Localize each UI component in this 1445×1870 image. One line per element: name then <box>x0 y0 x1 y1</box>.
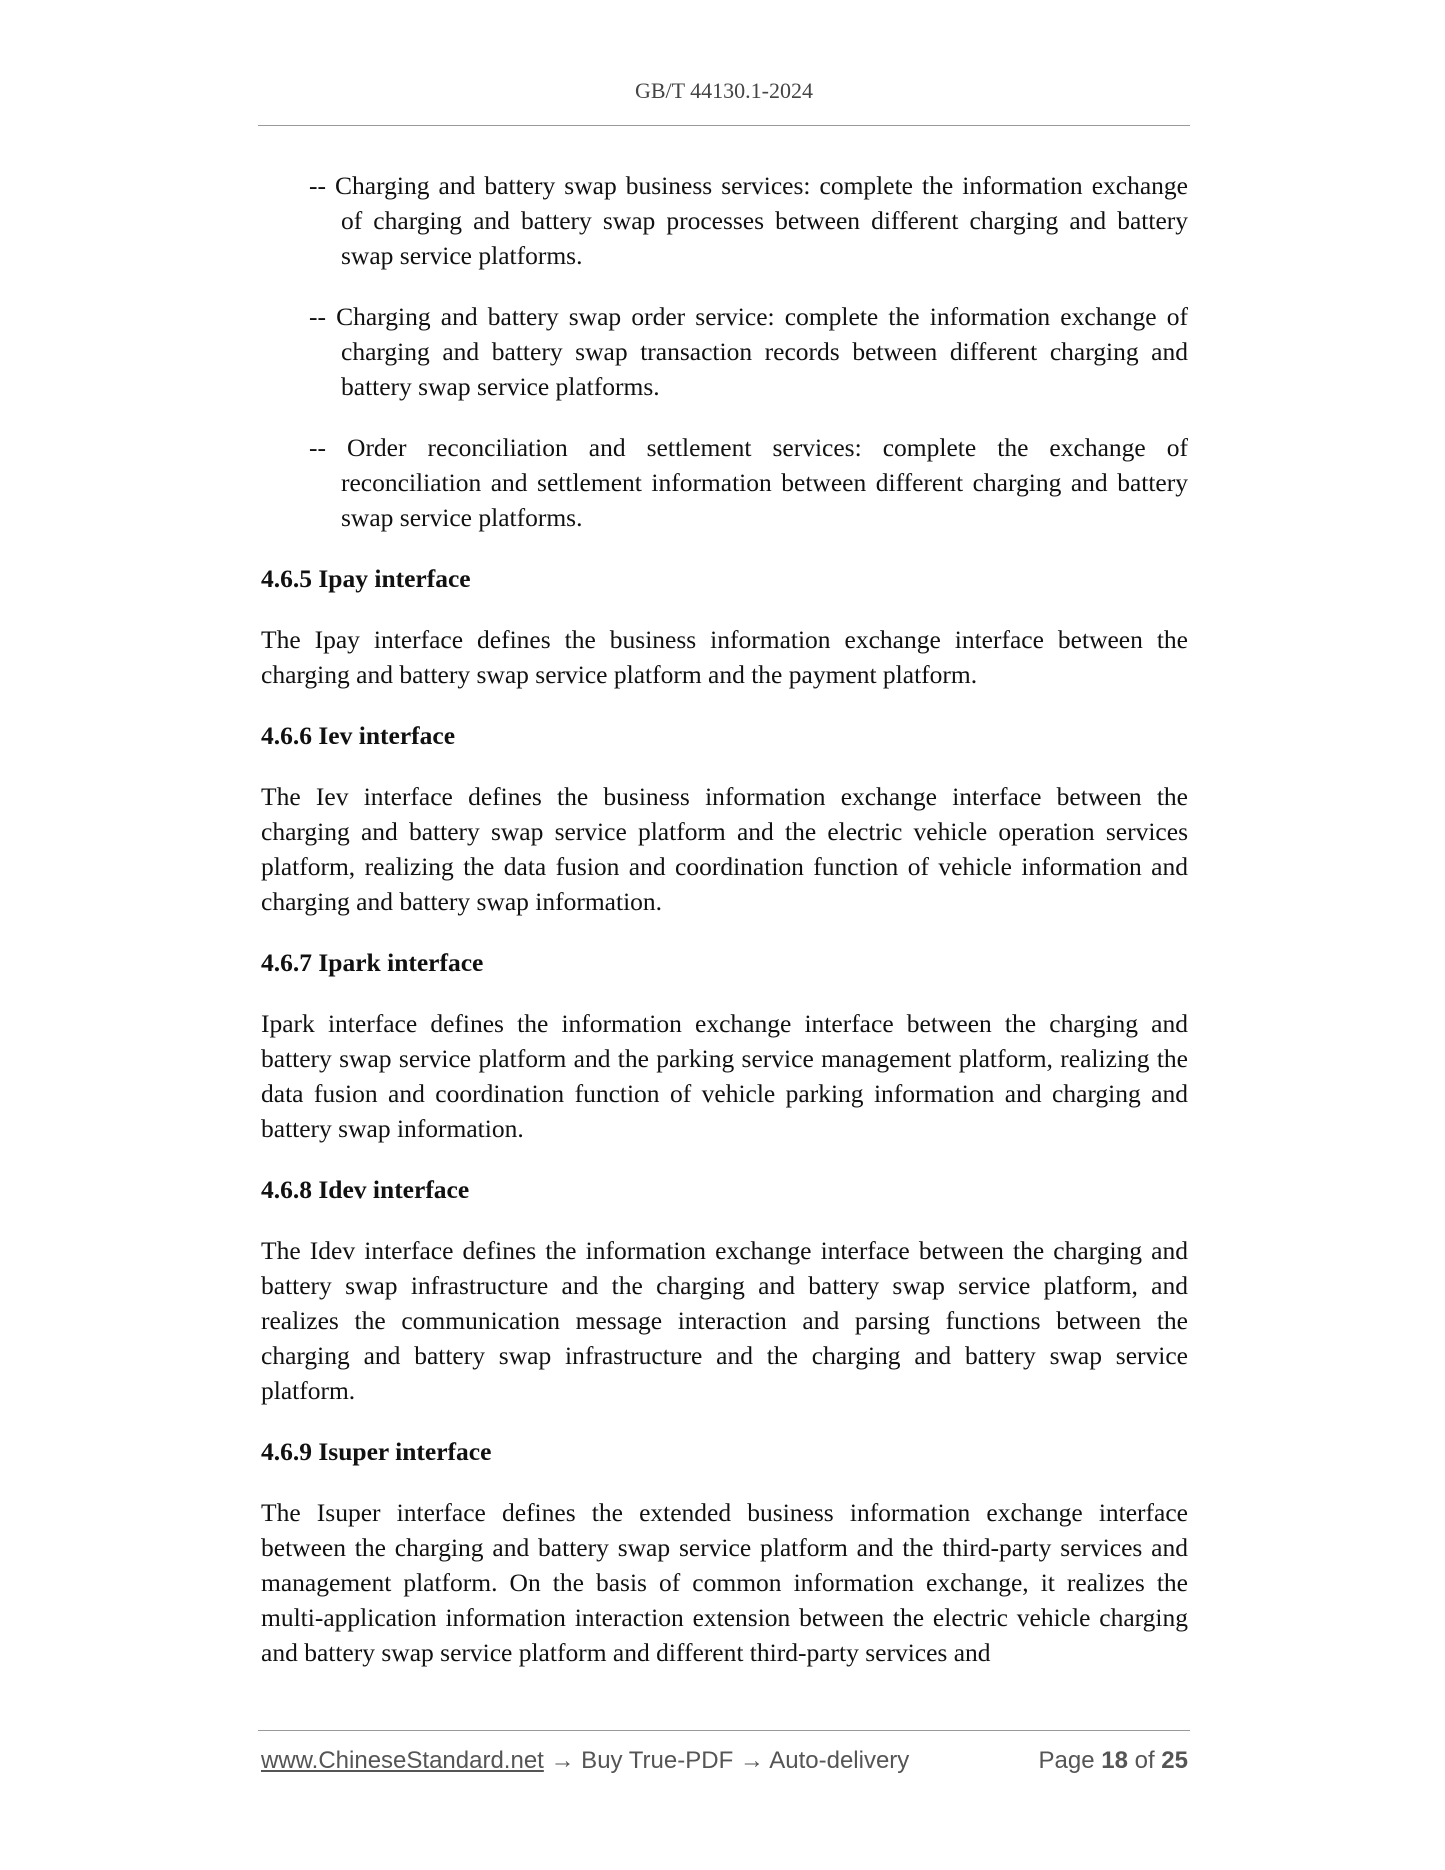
section-text-ipark: Ipark interface defines the information exchange interface between the charging and battery swap service platform and the parking service management platform, realizing the data fusion and coordination function of vehicle parking information and charging and battery swap information. <box>261 1009 1188 1143</box>
footer-divider <box>258 1730 1190 1731</box>
page-total: 25 <box>1161 1747 1188 1774</box>
website-link[interactable]: www.ChineseStandard.net <box>261 1747 544 1774</box>
section-text-isuper: The Isuper interface defines the extended business information exchange interface between the charging and battery swap service platform and the third-party services and management platform. On the basis of common information exchange, it realizes the multi-application information interaction extension between the electric vehicle charging and battery swap service platform and different third-party services and <box>261 1498 1188 1667</box>
section-text-ipay: The Ipay interface defines the business information exchange interface between the charging and battery swap service platform and the payment platform. <box>261 625 1188 689</box>
page-label: Page <box>1038 1747 1095 1774</box>
list-item-business-services: -- Charging and battery swap business services: complete the information exchange of charging and battery swap processes between different charging and battery swap service platforms. <box>309 171 1188 270</box>
section-heading-idev: 4.6.8 Idev interface <box>261 1175 470 1204</box>
section-heading-ipark: 4.6.7 Ipark interface <box>261 948 484 977</box>
page-header: GB/T 44130.1-2024 <box>634 78 814 103</box>
section-heading-isuper: 4.6.9 Isuper interface <box>261 1437 492 1466</box>
document-body <box>261 168 1188 1670</box>
page-indicator <box>1039 1747 1189 1775</box>
footer-promo <box>261 1747 909 1775</box>
footer-buy-text: → Buy True-PDF → Auto-delivery <box>550 1747 910 1774</box>
header-divider <box>258 125 1190 126</box>
section-heading-iev: 4.6.6 Iev interface <box>261 721 456 750</box>
list-item-order-service: -- Charging and battery swap order service: complete the information exchange of charging and battery swap transaction records between different charging and battery swap service platforms. <box>309 302 1188 401</box>
page-footer <box>261 1747 1188 1779</box>
of-label: of <box>1134 1747 1155 1774</box>
section-text-idev: The Idev interface defines the information exchange interface between the charging and battery swap infrastructure and the charging and battery swap service platform, and realizes the communication message interaction and parsing functions between the charging and battery swap infrastructure and the charging and battery swap service platform. <box>261 1236 1188 1405</box>
section-text-iev: The Iev interface defines the business information exchange interface between the charging and battery swap service platform and the electric vehicle operation services platform, realizing the data fusion and coordination function of vehicle information and charging and battery swap information. <box>261 782 1188 916</box>
list-item-reconciliation-services: -- Order reconciliation and settlement services: complete the exchange of reconciliation and settlement information between different charging and battery swap service platforms. <box>309 433 1188 532</box>
page-number: 18 <box>1101 1747 1128 1774</box>
section-heading-ipay: 4.6.5 Ipay interface <box>261 564 471 593</box>
